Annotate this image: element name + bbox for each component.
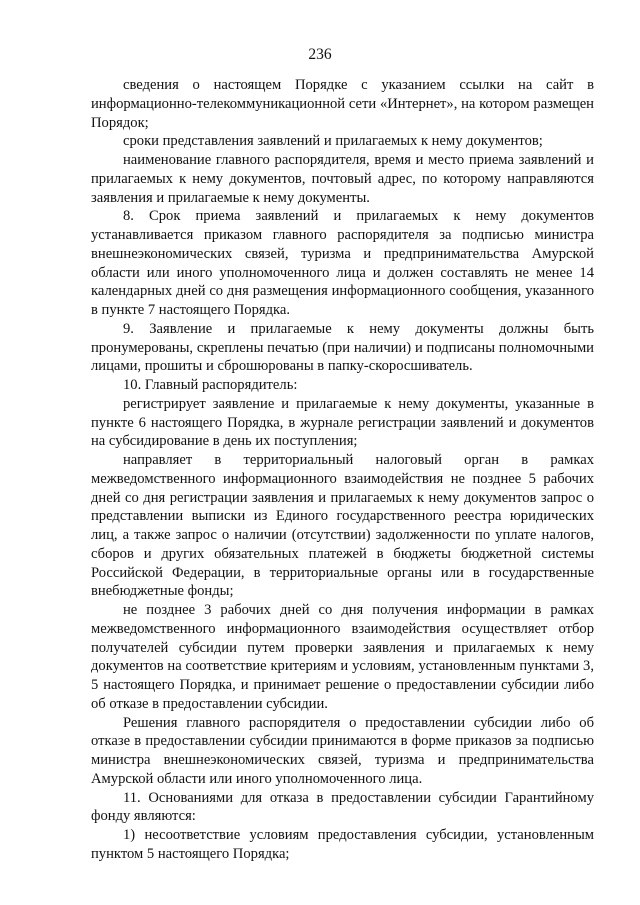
paragraph: сведения о настоящем Порядке с указанием ссылки на сайт в информационно-телекоммуникационной сети «Интернет», на котором размещен Порядок;: [91, 77, 594, 131]
paragraph-item-11: 11. Основаниями для отказа в предоставлении субсидии Гарантийному фонду являются:: [91, 789, 594, 825]
paragraph-item-9: 9. Заявление и прилагаемые к нему документы должны быть пронумерованы, скреплены печатью (при наличии) и подписаны полномочными лицами, прошиты и сброшюрованы в папку-скоросшиватель.: [91, 320, 594, 375]
paragraph: Решения главного распорядителя о предоставлении субсидии либо об отказе в предоставлении субсидии принимаются в форме приказов за подписью министра внешнеэкономических связей, туризма и предпринимательства Амурской области или иного уполномоченного лица.: [91, 714, 594, 787]
paragraph: регистрирует заявление и прилагаемые к нему документы, указанные в пункте 6 настоящего Порядка, в журнале регистрации заявлений и документов на субсидирование в день их поступления;: [91, 395, 594, 450]
document-body: [91, 76, 594, 864]
paragraph-item-8: 8. Срок приема заявлений и прилагаемых к нему документов устанавливается приказом главного распорядителя за подписью министра внешнеэкономических связей, туризма и предпринимательства Амурской области или иного уполномоченного лица и должен составлять не менее 14 календарных дней со дня размещения информационного сообщения, указанного в пункте 7 настоящего Порядка.: [91, 208, 594, 318]
paragraph: не позднее 3 рабочих дней со дня получения информации в рамках межведомственного информационного взаимодействия осуществляет отбор получателей субсидии путем проверки заявления и прилагаемых к нему документов на соответствие критериям и условиям, установленным пунктами 3, 5 настоящего Порядка, и принимает решение о предоставлении субсидии либо об отказе в предоставлении субсидии.: [91, 602, 594, 712]
paragraph: наименование главного распорядителя, время и место приема заявлений и прилагаемых к нему документов, почтовый адрес, по которому направляются заявления и прилагаемые к нему документы.: [91, 152, 594, 206]
paragraph-subitem-1: 1) несоответствие условиям предоставления субсидии, установленным пунктом 5 настоящего Порядка;: [91, 827, 594, 862]
paragraph: направляет в территориальный налоговый орган в рамках межведомственного информационного взаимодействия не позднее 5 рабочих дней со дня регистрации заявления и прилагаемых к нему документов запрос о представлении выписки из Единого государственного реестра юридических лиц, а также запрос о наличии (отсутствии) задолженности по уплате налогов, сборов и других обязательных платежей в бюджеты бюджетной системы Российской Федерации, в территориальные органы или в государственные внебюджетные фонды;: [91, 452, 594, 600]
paragraph: сроки представления заявлений и прилагаемых к нему документов;: [123, 133, 543, 150]
paragraph-item-10: 10. Главный распорядитель:: [123, 377, 298, 393]
page-number: 236: [308, 46, 332, 63]
